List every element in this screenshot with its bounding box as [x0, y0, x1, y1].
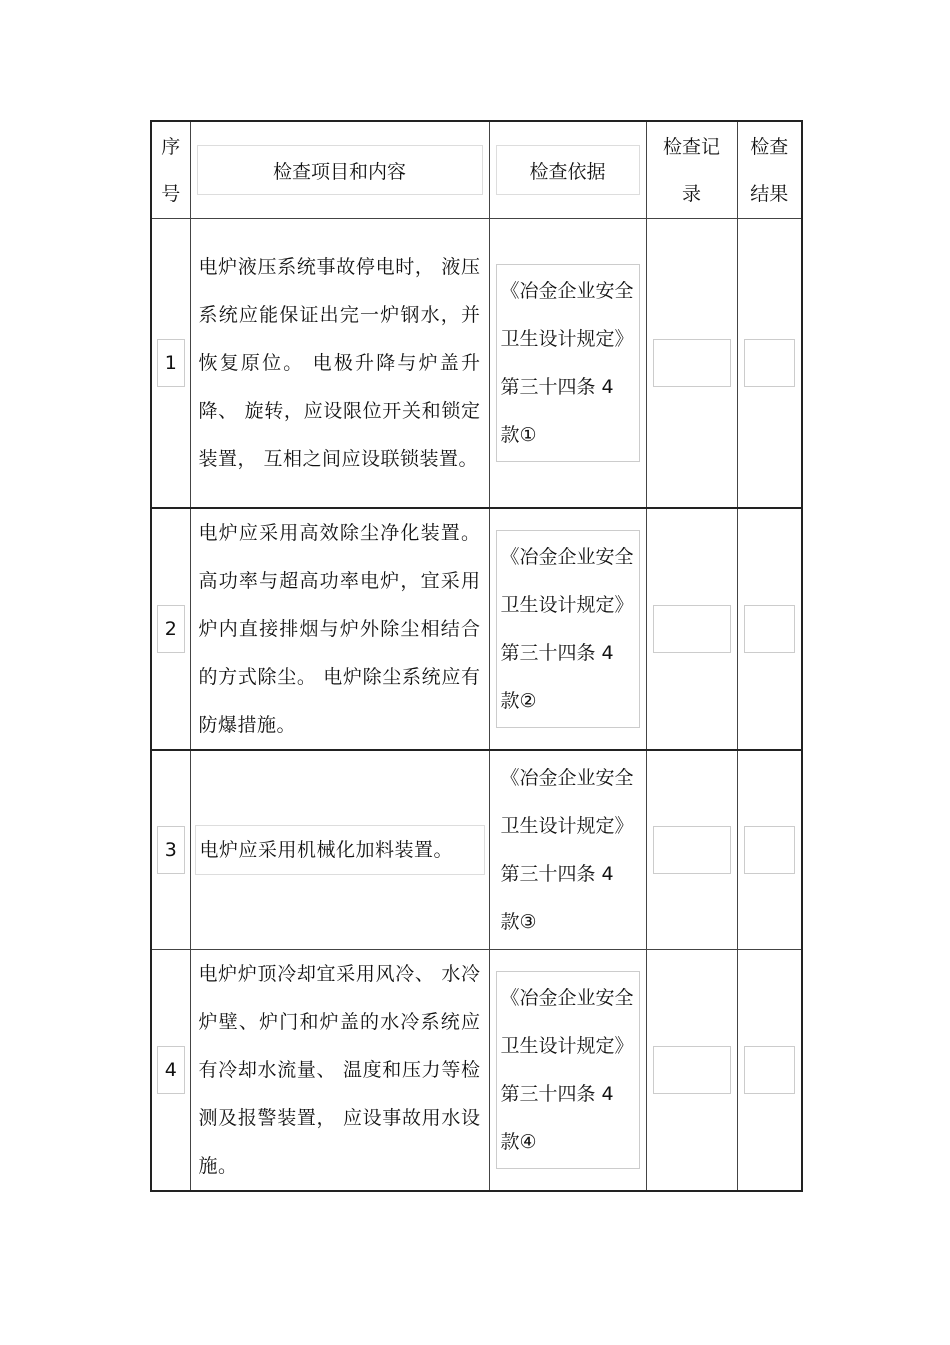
header-row: [151, 121, 802, 219]
table-row: [151, 949, 802, 1191]
inspection-checklist-table: [150, 120, 803, 1192]
row-basis: 《冶金企业安全卫生设计规定》第三十四条 4 款②: [496, 530, 640, 728]
seq-cell: [151, 219, 190, 508]
row-item: 电炉液压系统事故停电时， 液压系统应能保证出完一炉钢水，并恢复原位。 电极升降与炉盖升降、 旋转，应设限位开关和锁定装置， 互相之间应设联锁装置。: [198, 255, 481, 470]
record-field[interactable]: [653, 339, 731, 387]
result-field[interactable]: [744, 1046, 796, 1094]
result-field[interactable]: [744, 826, 796, 874]
header-seq-cell: [151, 121, 190, 219]
item-cell: [190, 949, 489, 1191]
row-seq: 4: [157, 1046, 185, 1094]
row-seq: 2: [157, 605, 185, 653]
seq-cell: [151, 949, 190, 1191]
result-cell: [737, 750, 802, 950]
table-row: [151, 508, 802, 750]
record-field[interactable]: [653, 1046, 731, 1094]
row-item: 电炉应采用机械化加料装置。: [195, 825, 485, 875]
record-cell: [646, 219, 737, 508]
result-cell: [737, 508, 802, 750]
header-basis: 检查依据: [496, 145, 640, 195]
basis-cell: [489, 750, 646, 950]
row-basis: 《冶金企业安全卫生设计规定》第三十四条 4 款③: [496, 751, 640, 949]
row-basis: 《冶金企业安全卫生设计规定》第三十四条 4 款④: [496, 971, 640, 1169]
record-cell: [646, 949, 737, 1191]
seq-cell: [151, 508, 190, 750]
basis-cell: [489, 949, 646, 1191]
row-item: 电炉炉顶冷却宜采用风冷、 水冷炉壁、炉门和炉盖的水冷系统应有冷却水流量、 温度和压力等检测及报警装置， 应设事故用水设施。: [198, 962, 481, 1177]
header-result-cell: [737, 121, 802, 219]
table-row: [151, 750, 802, 950]
header-basis-cell: [489, 121, 646, 219]
header-seq: 序号: [161, 136, 181, 205]
header-record: 检查记录: [662, 136, 720, 205]
row-seq: 1: [157, 339, 185, 387]
header-item-cell: [190, 121, 489, 219]
record-field[interactable]: [653, 605, 731, 653]
row-basis: 《冶金企业安全卫生设计规定》第三十四条 4 款①: [496, 264, 640, 462]
record-cell: [646, 750, 737, 950]
item-cell: [190, 750, 489, 950]
result-cell: [737, 219, 802, 508]
table-row: [151, 219, 802, 508]
seq-cell: [151, 750, 190, 950]
basis-cell: [489, 219, 646, 508]
result-cell: [737, 949, 802, 1191]
record-cell: [646, 508, 737, 750]
header-result: 检查结果: [750, 136, 789, 205]
row-seq: 3: [157, 826, 185, 874]
item-cell: [190, 219, 489, 508]
row-item: 电炉应采用高效除尘净化装置。高功率与超高功率电炉，宜采用炉内直接排烟与炉外除尘相结合的方式除尘。 电炉除尘系统应有防爆措施。: [198, 521, 481, 736]
item-cell: [190, 508, 489, 750]
header-item: 检查项目和内容: [197, 145, 483, 195]
header-record-cell: [646, 121, 737, 219]
result-field[interactable]: [744, 605, 796, 653]
result-field[interactable]: [744, 339, 796, 387]
record-field[interactable]: [653, 826, 731, 874]
basis-cell: [489, 508, 646, 750]
